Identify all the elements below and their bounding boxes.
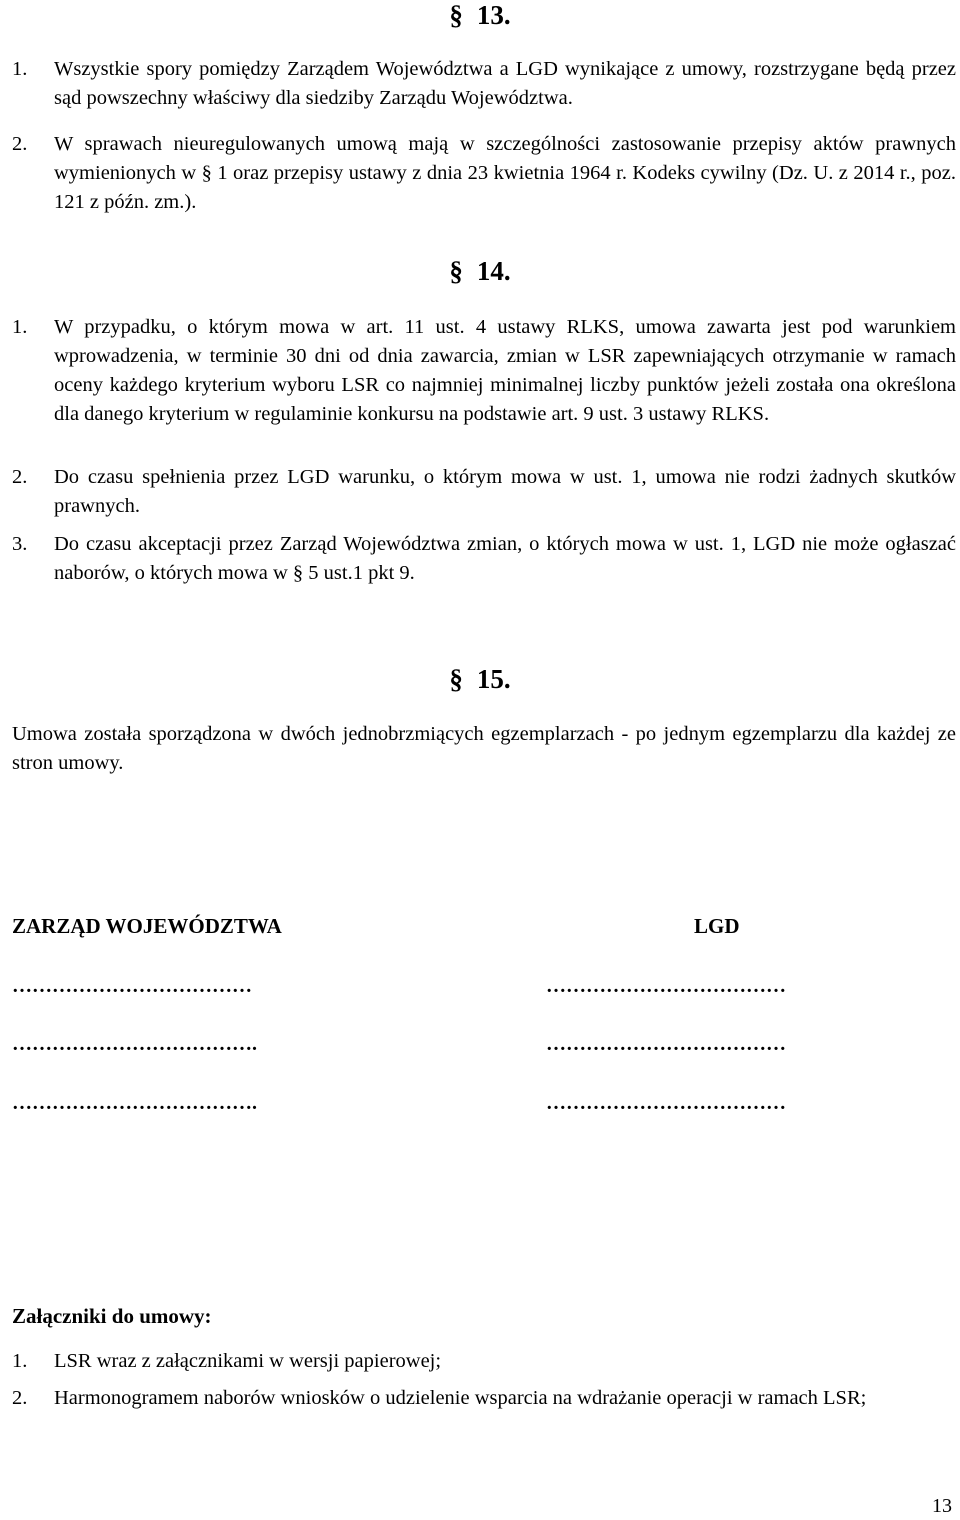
- item-number: 2.: [12, 466, 28, 488]
- section-number: 13.: [476, 0, 511, 30]
- signature-line: ……………………………….: [12, 1092, 257, 1114]
- item-text: LSR wraz z załącznikami w wersji papierowej;: [54, 1350, 442, 1372]
- section-13-item-1: [12, 55, 956, 113]
- signature-label-lgd: LGD: [694, 914, 740, 938]
- item-number: 1.: [12, 316, 28, 338]
- signature-label-voivodeship: ZARZĄD WOJEWÓDZTWA: [12, 914, 282, 938]
- attachments-title: Załączniki do umowy:: [12, 1304, 212, 1328]
- item-number: 2.: [12, 1387, 28, 1409]
- section-sign: §: [449, 0, 463, 30]
- signature-line: ………………………………: [546, 1033, 786, 1055]
- section-13-item-2: [12, 130, 956, 217]
- item-number: 3.: [12, 533, 28, 555]
- signature-line: ………………………………: [12, 975, 252, 997]
- signature-line: ……………………………….: [12, 1033, 257, 1055]
- section-14-item-2: [12, 463, 956, 521]
- attachment-item-2: [12, 1384, 956, 1413]
- section-sign: §: [449, 256, 463, 286]
- item-number: 1.: [12, 1350, 28, 1372]
- section-number: 14.: [476, 256, 511, 286]
- item-text: Do czasu spełnienia przez LGD warunku, o którym mowa w ust. 1, umowa nie rodzi żadnych skutków prawnych.: [54, 466, 956, 517]
- signature-line: ………………………………: [546, 975, 786, 997]
- signature-line: ………………………………: [546, 1092, 786, 1114]
- section-sign: §: [449, 664, 463, 694]
- item-text: Wszystkie spory pomiędzy Zarządem Województwa a LGD wynikające z umowy, rozstrzygane będą przez sąd powszechny właściwy dla siedziby Zarządu Województwa.: [54, 58, 956, 109]
- section-number: 15.: [476, 664, 511, 694]
- page-number: 13: [932, 1495, 952, 1517]
- item-number: 1.: [12, 58, 28, 80]
- item-text: Harmonogramem naborów wniosków o udzielenie wsparcia na wdrażanie operacji w ramach LSR;: [54, 1387, 867, 1409]
- section-15-text: Umowa została sporządzona w dwóch jednobrzmiących egzemplarzach - po jednym egzemplarzu dla każdej ze stron umowy.: [12, 723, 956, 774]
- item-number: 2.: [12, 133, 28, 155]
- section-14-item-3: [12, 530, 956, 588]
- attachment-item-1: [12, 1347, 956, 1376]
- section-14-heading: [0, 256, 960, 286]
- item-text: Do czasu akceptacji przez Zarząd Województwa zmian, o których mowa w ust. 1, LGD nie może ogłaszać naborów, o których mowa w § 5 ust.1 pkt 9.: [54, 533, 956, 584]
- section-14-item-1: [12, 313, 956, 429]
- section-13-heading: [0, 0, 960, 30]
- item-text: W sprawach nieuregulowanych umową mają w szczególności zastosowanie przepisy aktów prawnych wymienionych w § 1 oraz przepisy ustawy z dnia 23 kwietnia 1964 r. Kodeks cywilny (Dz. U. z 2014 r., poz. 121 z późn. zm.).: [54, 133, 956, 213]
- item-text: W przypadku, o którym mowa w art. 11 ust. 4 ustawy RLKS, umowa zawarta jest pod warunkiem wprowadzenia, w terminie 30 dni od dnia zawarcia, zmian w LSR zapewniających otrzymanie w ramach oceny każdego kryterium wyboru LSR co najmniej minimalnej liczby punktów jeżeli została ona określona dla danego kryterium w regulaminie konkursu na podstawie art. 9 ust. 3 ustawy RLKS.: [54, 316, 956, 425]
- section-15-heading: [0, 664, 960, 694]
